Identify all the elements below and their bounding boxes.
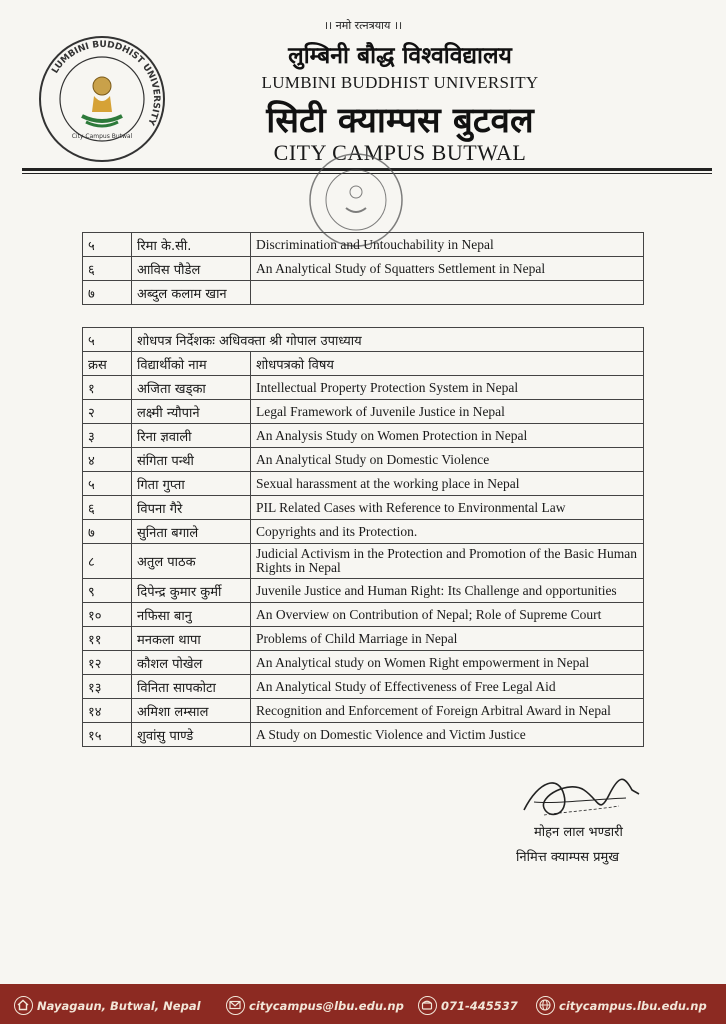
row-thesis-topic: An Analytical study on Women Right empowerment in Nepal xyxy=(251,651,644,675)
thesis-table-continued xyxy=(82,232,644,305)
address-text: Nayagaun, Butwal, Nepal xyxy=(37,998,201,1013)
row-serial-number: ६ xyxy=(83,257,132,281)
phone-icon xyxy=(418,996,437,1015)
table-row xyxy=(83,520,644,544)
row-student-name: शुवांसु पाण्डे xyxy=(132,723,251,747)
signatory-title: निमित्त क्याम्पस प्रमुख xyxy=(516,850,619,865)
row-student-name: विपना गैरे xyxy=(132,496,251,520)
row-thesis-topic: An Analytical Study of Squatters Settlement in Nepal xyxy=(251,257,644,281)
row-student-name: रिना ज्ञवाली xyxy=(132,424,251,448)
university-name-english: LUMBINI BUDDHIST UNIVERSITY xyxy=(261,73,539,92)
phone-text: 071-445537 xyxy=(441,998,518,1013)
column-header-serial: क्रस xyxy=(83,352,132,376)
table-row xyxy=(83,699,644,723)
university-name-nepali: लुम्बिनी बौद्ध विश्वविद्यालय xyxy=(288,43,512,69)
table-row xyxy=(83,579,644,603)
row-thesis-topic: An Overview on Contribution of Nepal; Role of Supreme Court xyxy=(251,603,644,627)
supervisor-name: शोधपत्र निर्देशकः अधिवक्ता श्री गोपाल उपाध्याय xyxy=(132,328,644,352)
row-serial-number: ७ xyxy=(83,520,132,544)
footer-website xyxy=(536,996,707,1015)
row-thesis-topic: Intellectual Property Protection System in Nepal xyxy=(251,376,644,400)
blessing-text: ।। नमो रत्नत्रयाय ।। xyxy=(323,19,403,32)
row-serial-number: ११ xyxy=(83,627,132,651)
table-row xyxy=(83,675,644,699)
svg-text:City Campus Butwal: City Campus Butwal xyxy=(71,133,133,140)
row-thesis-topic: Legal Framework of Juvenile Justice in Nepal xyxy=(251,400,644,424)
footer-phone xyxy=(418,996,518,1015)
signatory-name: मोहन लाल भण्डारी xyxy=(534,825,623,840)
row-student-name: सुनिता बगाले xyxy=(132,520,251,544)
table-header-row xyxy=(83,352,644,376)
row-thesis-topic: PIL Related Cases with Reference to Environmental Law xyxy=(251,496,644,520)
table-row xyxy=(83,281,644,305)
table-row xyxy=(83,627,644,651)
table-row xyxy=(83,651,644,675)
table-row xyxy=(83,603,644,627)
row-serial-number: ८ xyxy=(83,544,132,579)
table-row xyxy=(83,233,644,257)
row-student-name: आविस पौडेल xyxy=(132,257,251,281)
row-student-name: रिमा के.सी. xyxy=(132,233,251,257)
footer-address xyxy=(14,996,201,1015)
row-student-name: विनिता सापकोटा xyxy=(132,675,251,699)
row-serial-number: ६ xyxy=(83,496,132,520)
row-thesis-topic: Discrimination and Untouchability in Nepal xyxy=(251,233,644,257)
row-serial-number: २ xyxy=(83,400,132,424)
row-serial-number: १ xyxy=(83,376,132,400)
row-serial-number: ९ xyxy=(83,579,132,603)
row-thesis-topic: Copyrights and its Protection. xyxy=(251,520,644,544)
table-row xyxy=(83,723,644,747)
row-student-name: संगिता पन्थी xyxy=(132,448,251,472)
campus-name-nepali: सिटी क्याम्पस बुटवल xyxy=(266,101,534,141)
row-student-name: अतुल पाठक xyxy=(132,544,251,579)
row-thesis-topic xyxy=(251,281,644,305)
row-student-name: अमिशा लम्साल xyxy=(132,699,251,723)
row-student-name: दिपेन्द्र कुमार कुर्मी xyxy=(132,579,251,603)
email-icon xyxy=(226,996,245,1015)
row-student-name: नफिसा बानु xyxy=(132,603,251,627)
row-serial-number: १० xyxy=(83,603,132,627)
row-serial-number: १२ xyxy=(83,651,132,675)
university-logo xyxy=(34,34,170,164)
column-header-student-name: विद्यार्थीको नाम xyxy=(132,352,251,376)
row-thesis-topic: An Analytical Study of Effectiveness of Free Legal Aid xyxy=(251,675,644,699)
row-thesis-topic: Judicial Activism in the Protection and Promotion of the Basic Human Rights in Nepal xyxy=(251,544,644,579)
table-row xyxy=(83,424,644,448)
table-row xyxy=(83,544,644,579)
row-thesis-topic: Sexual harassment at the working place in Nepal xyxy=(251,472,644,496)
table-row xyxy=(83,448,644,472)
row-serial-number: ५ xyxy=(83,233,132,257)
row-student-name: मनकला थापा xyxy=(132,627,251,651)
thesis-table-group-5 xyxy=(82,327,644,747)
row-student-name: अजिता खड्का xyxy=(132,376,251,400)
row-serial-number: ४ xyxy=(83,448,132,472)
row-serial-number: १५ xyxy=(83,723,132,747)
row-serial-number: ७ xyxy=(83,281,132,305)
row-student-name: कौशल पोखेल xyxy=(132,651,251,675)
table-row xyxy=(83,400,644,424)
row-student-name: गिता गुप्ता xyxy=(132,472,251,496)
table-row xyxy=(83,472,644,496)
signature-mark xyxy=(514,760,644,830)
row-thesis-topic: Recognition and Enforcement of Foreign Arbitral Award in Nepal xyxy=(251,699,644,723)
row-thesis-topic: A Study on Domestic Violence and Victim Justice xyxy=(251,723,644,747)
home-icon xyxy=(14,996,33,1015)
row-serial-number: ५ xyxy=(83,472,132,496)
table-row xyxy=(83,376,644,400)
table-row xyxy=(83,257,644,281)
row-serial-number: १४ xyxy=(83,699,132,723)
column-header-thesis-topic: शोधपत्रको विषय xyxy=(251,352,644,376)
globe-icon xyxy=(536,996,555,1015)
row-thesis-topic: An Analytical Study on Domestic Violence xyxy=(251,448,644,472)
table-row xyxy=(83,496,644,520)
row-serial-number: ३ xyxy=(83,424,132,448)
row-thesis-topic: An Analysis Study on Women Protection in Nepal xyxy=(251,424,644,448)
row-student-name: लक्ष्मी न्यौपाने xyxy=(132,400,251,424)
footer-email xyxy=(226,996,404,1015)
row-thesis-topic: Problems of Child Marriage in Nepal xyxy=(251,627,644,651)
website-link[interactable]: citycampus.lbu.edu.np xyxy=(559,998,707,1013)
supervisor-row xyxy=(83,328,644,352)
row-student-name: अब्दुल कलाम खान xyxy=(132,281,251,305)
group-number: ५ xyxy=(83,328,132,352)
campus-name-english: CITY CAMPUS BUTWAL xyxy=(273,140,527,165)
email-link[interactable]: citycampus@lbu.edu.np xyxy=(249,998,404,1013)
row-serial-number: १३ xyxy=(83,675,132,699)
row-thesis-topic: Juvenile Justice and Human Right: Its Challenge and opportunities xyxy=(251,579,644,603)
contact-footer xyxy=(0,984,726,1024)
svg-text:LUMBINI BUDDHIST UNIVERSITY: LUMBINI BUDDHIST UNIVERSITY xyxy=(50,39,162,127)
